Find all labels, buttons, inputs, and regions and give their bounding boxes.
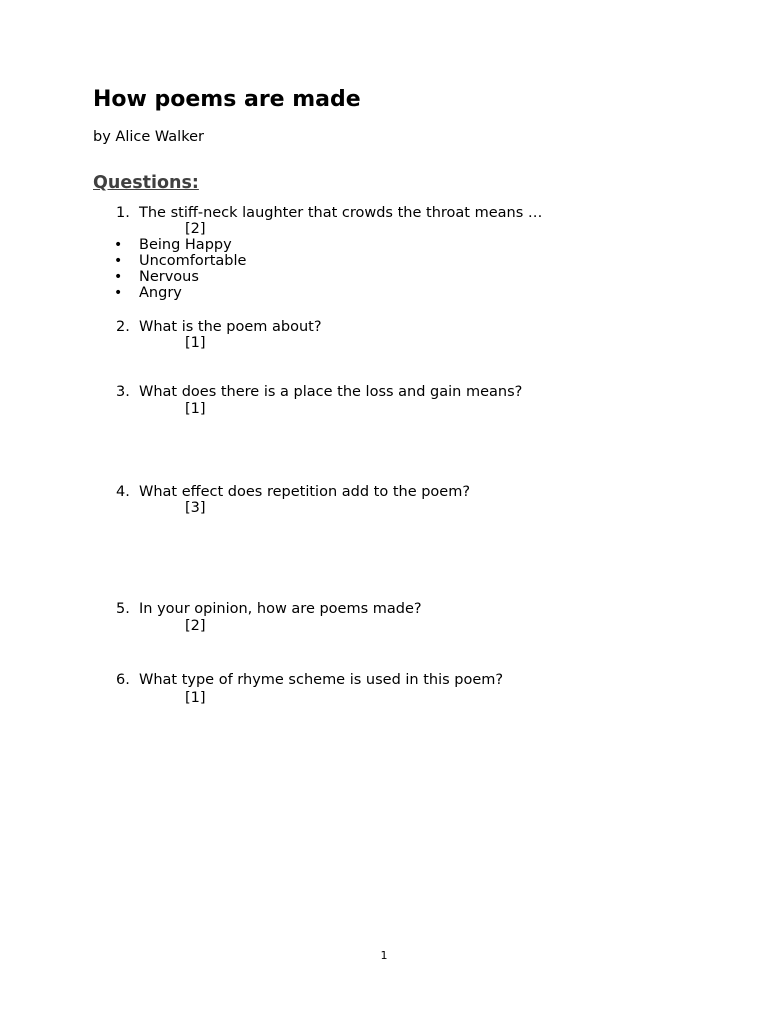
option-text: Nervous xyxy=(139,269,199,285)
question-marks: [1] xyxy=(185,401,206,417)
option-text: Uncomfortable xyxy=(139,253,247,269)
question-text: What type of rhyme scheme is used in this poem? xyxy=(139,672,504,688)
question-text: What does there is a place the loss and gain means? xyxy=(139,384,523,400)
question-marks: [2] xyxy=(185,221,206,237)
question-number: 6. xyxy=(116,672,130,688)
section-heading-questions: Questions: xyxy=(93,173,199,193)
question-text: The stiff-neck laughter that crowds the throat means … xyxy=(139,205,543,221)
question-text: What is the poem about? xyxy=(139,319,322,335)
bullet-icon: • xyxy=(114,285,123,301)
question-number: 2. xyxy=(116,319,130,335)
bullet-icon: • xyxy=(114,237,123,253)
question-marks: [3] xyxy=(185,500,206,516)
question-number: 1. xyxy=(116,205,130,221)
author-line: by Alice Walker xyxy=(93,129,204,145)
question-marks: [2] xyxy=(185,618,206,634)
question-marks: [1] xyxy=(185,335,206,351)
question-text: In your opinion, how are poems made? xyxy=(139,601,422,617)
bullet-icon: • xyxy=(114,253,123,269)
option-text: Being Happy xyxy=(139,237,232,253)
question-number: 5. xyxy=(116,601,130,617)
option-text: Angry xyxy=(139,285,182,301)
bullet-icon: • xyxy=(114,269,123,285)
question-text: What effect does repetition add to the poem? xyxy=(139,484,471,500)
question-marks: [1] xyxy=(185,690,206,706)
question-number: 3. xyxy=(116,384,130,400)
document-title: How poems are made xyxy=(93,87,361,112)
question-number: 4. xyxy=(116,484,130,500)
page-number: 1 xyxy=(380,949,388,962)
